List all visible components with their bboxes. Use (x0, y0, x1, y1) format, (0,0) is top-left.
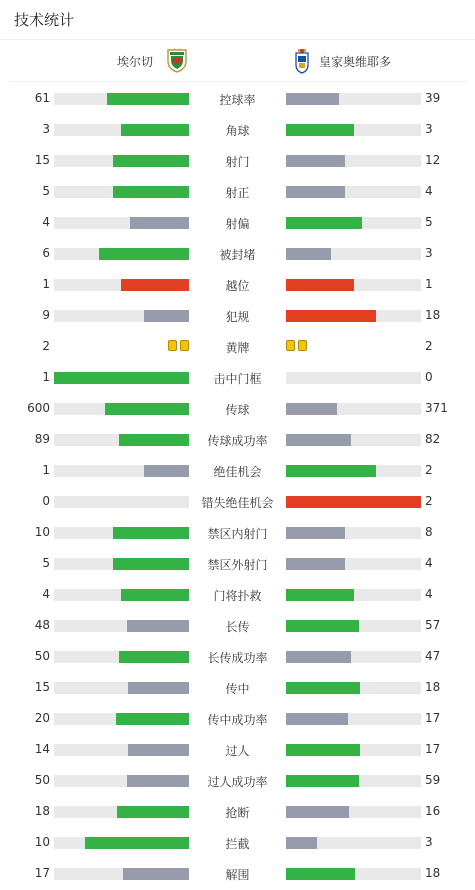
away-stat-bar (286, 806, 349, 818)
away-stat-value: 2 (425, 339, 433, 353)
away-stat-bar-track (286, 434, 421, 446)
stat-row (0, 84, 475, 115)
away-stat-bar (286, 124, 354, 136)
home-stat-value: 48 (34, 618, 50, 632)
away-stat-bar-track (286, 93, 421, 105)
away-stat-bar (286, 868, 355, 880)
stat-row (0, 549, 475, 580)
stat-row (0, 456, 475, 487)
away-stat-bar (286, 651, 351, 663)
yellow-card-icon (286, 340, 295, 351)
teams-row (10, 40, 465, 82)
away-stat-bar (286, 248, 331, 260)
stat-label: 错失绝佳机会 (201, 496, 274, 510)
home-stat-value: 15 (34, 680, 50, 694)
home-team-logo-icon (166, 47, 188, 73)
home-stat-bar (130, 217, 189, 229)
home-stat-value: 3 (42, 122, 50, 136)
stat-row (0, 208, 475, 239)
home-stat-bar (121, 124, 189, 136)
home-stat-value: 5 (42, 184, 50, 198)
home-stat-bar-track (54, 124, 189, 136)
home-stat-bar-track (54, 217, 189, 229)
away-stat-value: 2 (425, 494, 433, 508)
away-stat-bar-track (286, 558, 421, 570)
home-stat-bar (119, 434, 189, 446)
stat-label: 过人成功率 (207, 775, 268, 789)
stat-row (0, 518, 475, 549)
home-stat-bar-track (54, 248, 189, 260)
away-stat-bar (286, 217, 362, 229)
stat-row (0, 735, 475, 766)
stat-label: 抢断 (225, 806, 250, 820)
away-stat-bar (286, 837, 317, 849)
away-stat-bar-track (286, 651, 421, 663)
stat-row (0, 177, 475, 208)
away-stat-bar (286, 620, 359, 632)
away-stat-bar-track (286, 372, 421, 384)
stat-row (0, 704, 475, 735)
away-team-logo-icon (294, 48, 310, 74)
home-stat-bar-track (54, 403, 189, 415)
stat-row (0, 642, 475, 673)
stat-row (0, 673, 475, 704)
stat-label: 传中成功率 (207, 713, 268, 727)
stat-label: 射正 (225, 186, 250, 200)
away-stat-value: 57 (425, 618, 441, 632)
home-stat-bar (113, 186, 189, 198)
home-stat-value: 1 (42, 277, 50, 291)
away-stat-bar (286, 279, 354, 291)
home-stat-bar-track (54, 310, 189, 322)
home-stat-value: 6 (42, 246, 50, 260)
away-stat-value: 0 (425, 370, 433, 384)
home-stat-value: 50 (34, 649, 50, 663)
home-stat-bar (113, 155, 189, 167)
yellow-card-icon (298, 340, 307, 351)
home-stat-bar (128, 744, 189, 756)
yellow-card-icon (168, 340, 177, 351)
away-stat-value: 371 (425, 401, 448, 415)
away-stat-value: 1 (425, 277, 433, 291)
away-stat-value: 39 (425, 91, 441, 105)
away-stat-value: 3 (425, 835, 433, 849)
stat-row (0, 146, 475, 177)
home-stat-bar (128, 682, 189, 694)
away-stat-value: 18 (425, 680, 441, 694)
stat-label: 控球率 (219, 93, 256, 107)
home-stat-bar-track (54, 558, 189, 570)
stat-label: 传球成功率 (207, 434, 268, 448)
stat-label: 射偏 (225, 217, 250, 231)
away-stat-bar-track (286, 589, 421, 601)
stat-row (0, 239, 475, 270)
home-stat-bar (121, 589, 189, 601)
stat-row (0, 859, 475, 890)
stat-label: 门将扑救 (213, 589, 262, 603)
home-stat-bar-track (54, 775, 189, 787)
home-stat-bar-track (54, 713, 189, 725)
stat-row (0, 301, 475, 332)
away-stat-bar (286, 713, 348, 725)
home-stat-bar-track (54, 837, 189, 849)
home-stat-bar-track (54, 744, 189, 756)
away-stat-value: 82 (425, 432, 441, 446)
stat-label: 禁区内射门 (207, 527, 268, 541)
away-stat-bar (286, 465, 376, 477)
home-stat-bar-track (54, 868, 189, 880)
home-stat-bar-track (54, 279, 189, 291)
away-stat-bar-track (286, 155, 421, 167)
home-stat-value: 61 (34, 91, 50, 105)
away-stat-value: 8 (425, 525, 433, 539)
yellow-card-icon (180, 340, 189, 351)
home-stat-value: 17 (34, 866, 50, 880)
stat-row (0, 115, 475, 146)
home-stat-bar (123, 868, 189, 880)
home-stat-bar (121, 279, 189, 291)
away-stat-bar-track (286, 868, 421, 880)
stat-row (0, 580, 475, 611)
away-stat-value: 2 (425, 463, 433, 477)
home-stat-bar (113, 558, 189, 570)
home-stat-value: 1 (42, 370, 50, 384)
stat-row (0, 394, 475, 425)
away-stat-bar (286, 527, 345, 539)
away-stat-value: 17 (425, 742, 441, 756)
away-stat-bar (286, 744, 360, 756)
home-stat-bar-track (54, 682, 189, 694)
stat-label: 长传成功率 (207, 651, 268, 665)
home-stat-bar-track (54, 372, 189, 384)
away-stat-bar (286, 310, 376, 322)
home-stat-bar-track (54, 434, 189, 446)
away-stat-bar (286, 496, 421, 508)
away-stat-value: 18 (425, 866, 441, 880)
home-stat-value: 20 (34, 711, 50, 725)
page-title: 技术统计 (14, 11, 75, 29)
home-stat-bar-track (54, 186, 189, 198)
stat-label: 被封堵 (219, 248, 256, 262)
home-stat-bar (105, 403, 189, 415)
away-stat-bar-track (286, 744, 421, 756)
away-stat-value: 4 (425, 184, 433, 198)
home-stat-value: 10 (34, 525, 50, 539)
away-stat-bar-track (286, 465, 421, 477)
away-stat-bar (286, 155, 345, 167)
home-stat-bar-track (54, 465, 189, 477)
stat-row (0, 487, 475, 518)
stat-label: 击中门框 (213, 372, 262, 386)
away-stat-bar-track (286, 124, 421, 136)
away-stat-value: 3 (425, 122, 433, 136)
home-stat-value: 600 (27, 401, 50, 415)
home-stat-bar (113, 527, 189, 539)
home-stat-bar-track (54, 496, 189, 508)
away-stat-value: 18 (425, 308, 441, 322)
away-stat-bar-track (286, 775, 421, 787)
stat-row (0, 425, 475, 456)
away-stat-value: 4 (425, 556, 433, 570)
home-stat-value: 1 (42, 463, 50, 477)
stat-row (0, 828, 475, 859)
home-stat-bar-track (54, 155, 189, 167)
home-stat-bar (127, 775, 189, 787)
away-stat-bar-track (286, 806, 421, 818)
away-stat-value: 5 (425, 215, 433, 229)
away-stat-bar-track (286, 620, 421, 632)
stat-row (0, 363, 475, 394)
home-stat-bar (116, 713, 189, 725)
away-stat-bar (286, 93, 339, 105)
home-stat-bar (107, 93, 189, 105)
home-stat-value: 0 (42, 494, 50, 508)
stat-label: 禁区外射门 (207, 558, 268, 572)
stat-label: 传中 (225, 682, 250, 696)
home-stat-value: 15 (34, 153, 50, 167)
stat-label: 拦截 (225, 837, 250, 851)
page-header (0, 0, 475, 40)
away-stat-value: 4 (425, 587, 433, 601)
stat-label: 过人 (225, 744, 250, 758)
away-stat-value: 17 (425, 711, 441, 725)
away-stat-bar (286, 186, 345, 198)
home-stat-bar (85, 837, 189, 849)
away-stat-value: 16 (425, 804, 441, 818)
home-stat-value: 2 (42, 339, 50, 353)
away-stat-bar (286, 434, 351, 446)
stat-label: 犯规 (225, 310, 250, 324)
home-stat-value: 89 (34, 432, 50, 446)
home-stat-value: 14 (34, 742, 50, 756)
stat-label: 传球 (225, 403, 250, 417)
stat-label: 越位 (225, 279, 250, 293)
away-stat-bar-track (286, 186, 421, 198)
home-stat-bar (119, 651, 189, 663)
home-stat-bar (144, 310, 189, 322)
home-stat-value: 10 (34, 835, 50, 849)
home-stat-bar-track (54, 806, 189, 818)
home-stat-bar (99, 248, 189, 260)
away-stat-bar-track (286, 837, 421, 849)
away-stat-bar (286, 589, 354, 601)
home-stat-value: 9 (42, 308, 50, 322)
away-stat-value: 12 (425, 153, 441, 167)
away-team-name: 皇家奥维耶多 (319, 55, 392, 69)
home-stat-bar-track (54, 93, 189, 105)
home-stat-bar-track (54, 651, 189, 663)
stat-label: 黄牌 (225, 341, 250, 355)
away-stat-bar-track (286, 217, 421, 229)
away-stat-bar (286, 682, 360, 694)
away-stat-value: 3 (425, 246, 433, 260)
away-stat-bar-track (286, 310, 421, 322)
stat-row (0, 797, 475, 828)
away-stat-bar-track (286, 682, 421, 694)
stat-row (0, 611, 475, 642)
stat-label: 绝佳机会 (213, 465, 262, 479)
home-stat-bar-track (54, 589, 189, 601)
away-stat-value: 47 (425, 649, 441, 663)
home-team-name: 埃尔切 (116, 55, 153, 69)
away-stat-bar-track (286, 713, 421, 725)
home-stat-value: 4 (42, 587, 50, 601)
stat-row (0, 270, 475, 301)
home-stat-value: 4 (42, 215, 50, 229)
away-stat-bar (286, 403, 337, 415)
home-stat-bar-track (54, 620, 189, 632)
away-stat-value: 59 (425, 773, 441, 787)
away-stat-bar-track (286, 403, 421, 415)
away-stat-bar-track (286, 527, 421, 539)
stat-label: 长传 (225, 620, 250, 634)
stat-label: 解围 (225, 868, 250, 882)
home-stat-value: 18 (34, 804, 50, 818)
away-yellow-cards (286, 340, 307, 351)
away-stat-bar-track (286, 248, 421, 260)
home-stat-bar (144, 465, 189, 477)
home-stat-bar (117, 806, 189, 818)
home-stat-value: 5 (42, 556, 50, 570)
stat-label: 角球 (225, 124, 250, 138)
home-yellow-cards (168, 340, 189, 351)
stat-row (0, 332, 475, 363)
away-stat-bar (286, 775, 359, 787)
stat-row (0, 766, 475, 797)
away-stat-bar (286, 558, 345, 570)
stat-label: 射门 (225, 155, 250, 169)
home-stat-bar (127, 620, 189, 632)
away-stat-bar-track (286, 279, 421, 291)
away-stat-bar-track (286, 496, 421, 508)
home-stat-bar-track (54, 527, 189, 539)
home-stat-bar (54, 372, 189, 384)
home-stat-value: 50 (34, 773, 50, 787)
